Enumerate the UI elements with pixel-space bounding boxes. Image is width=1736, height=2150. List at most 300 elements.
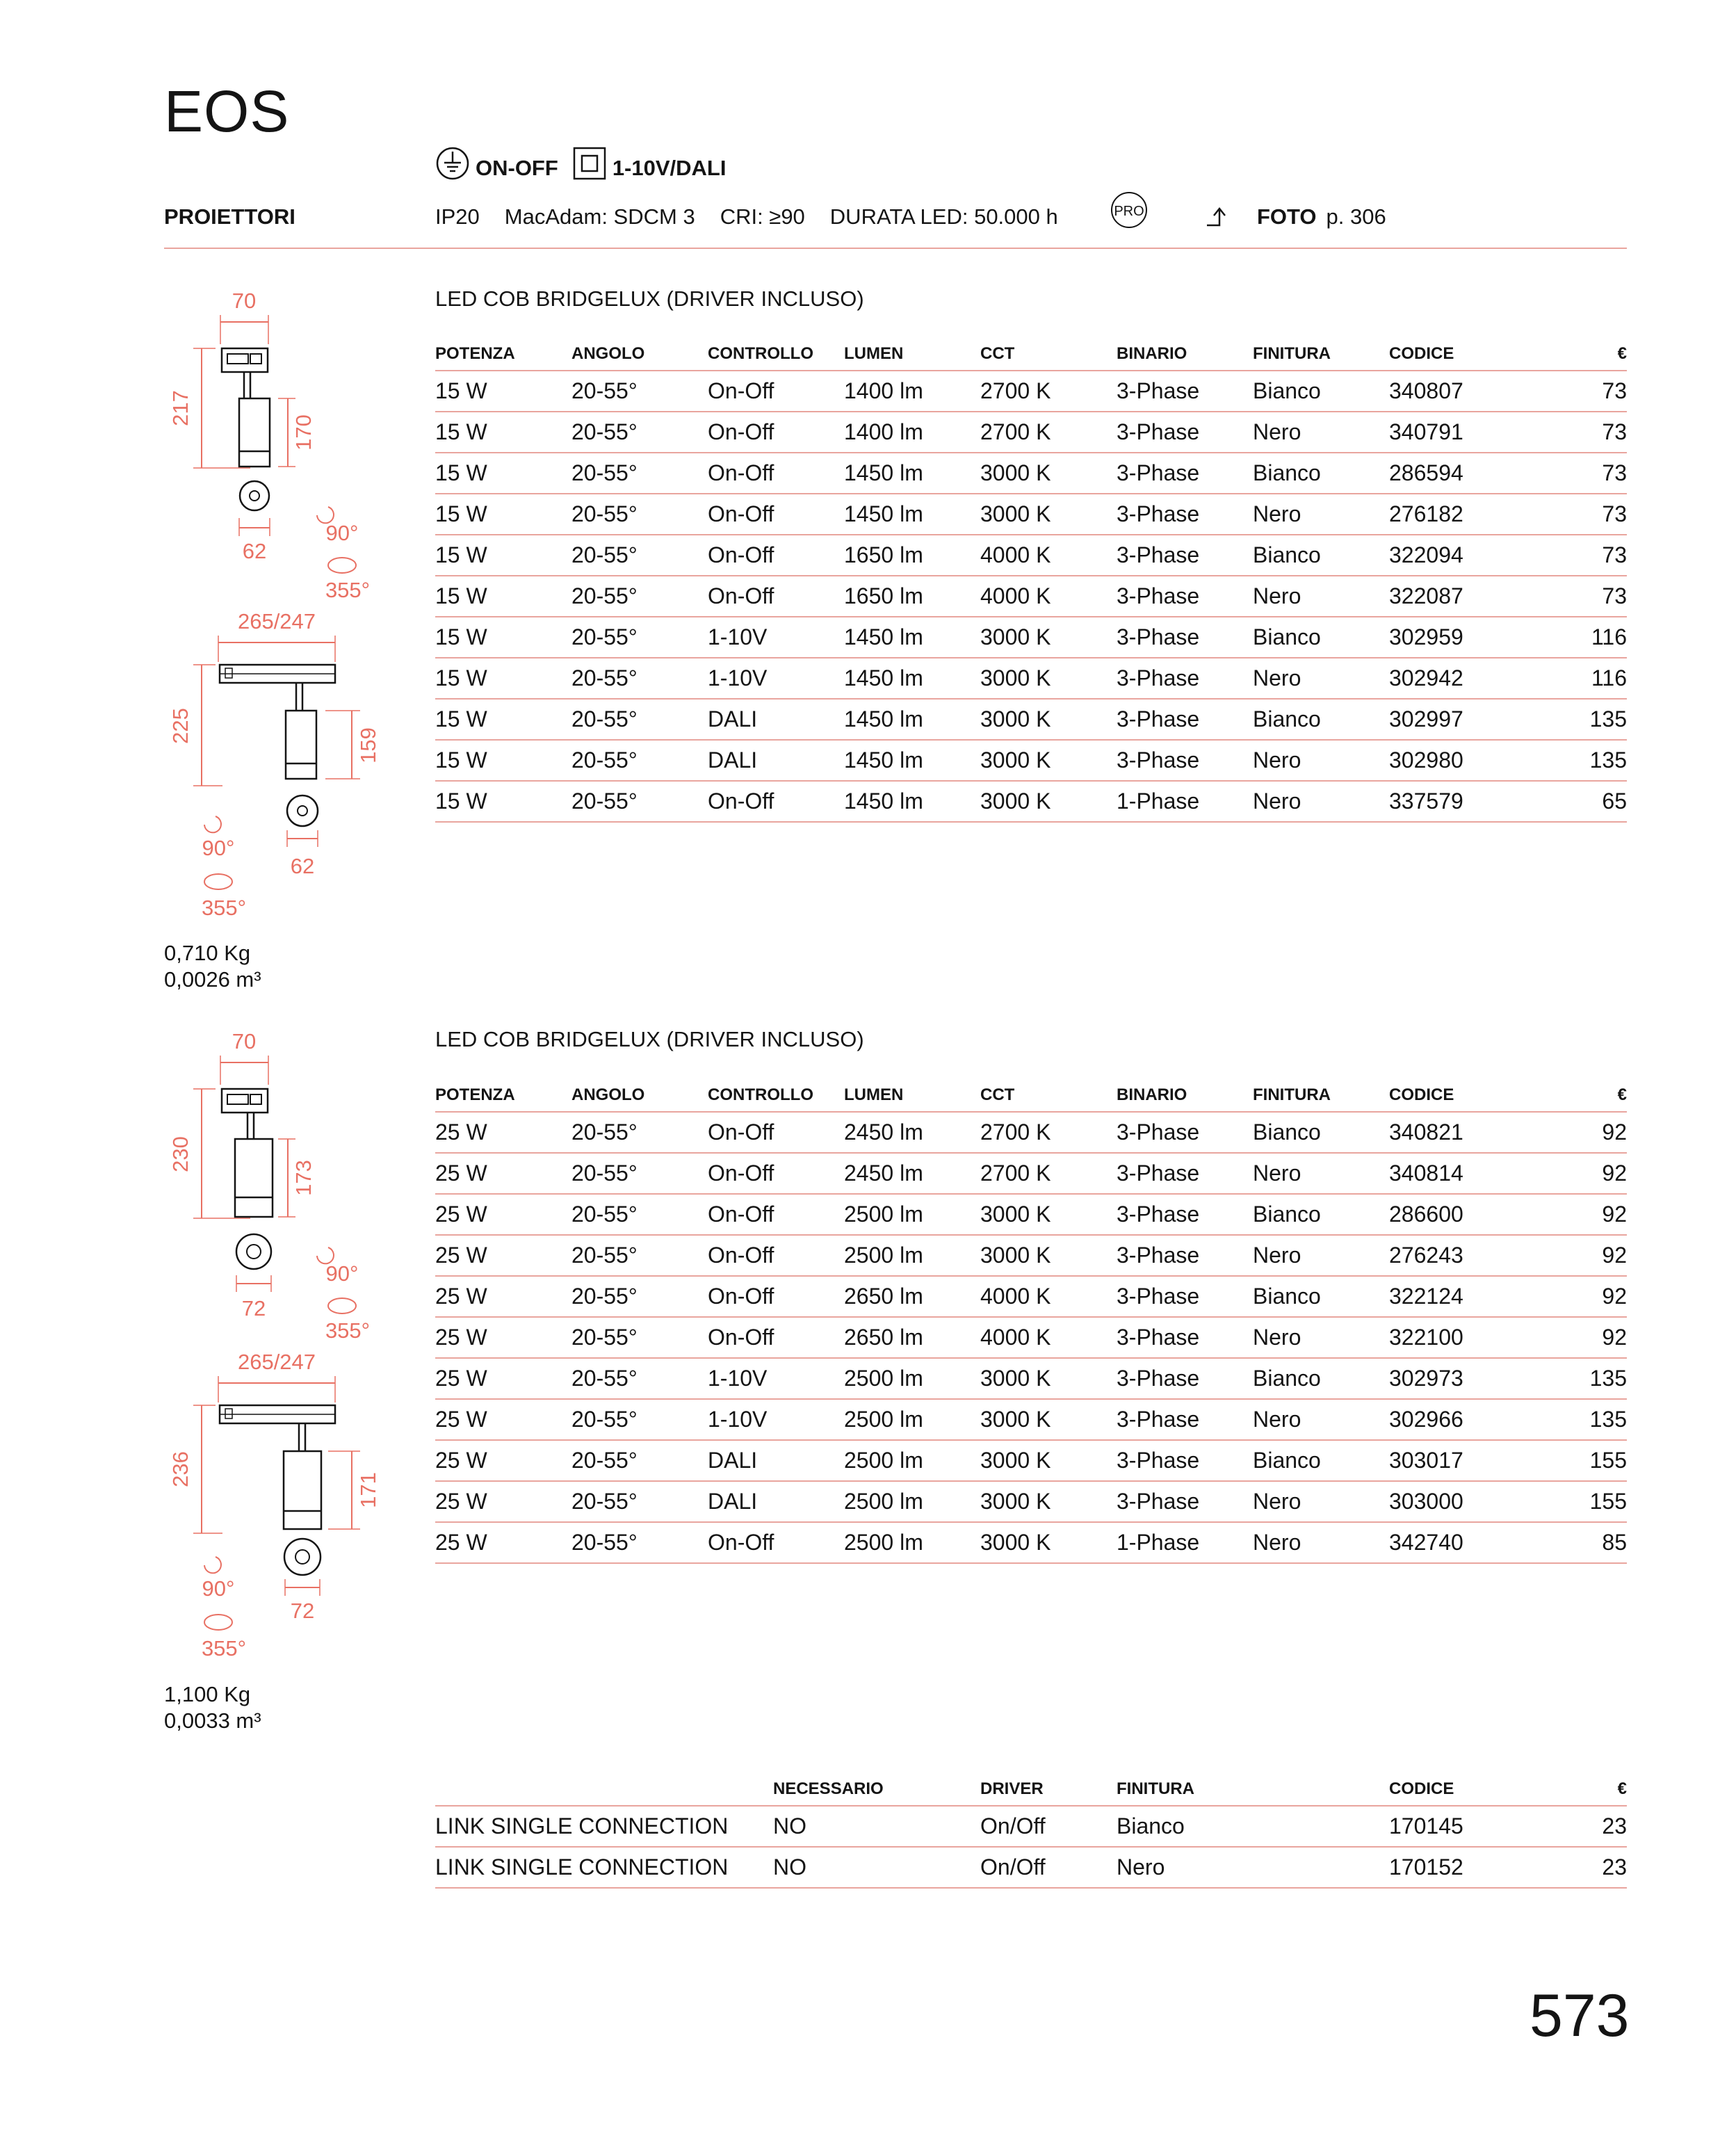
table-cell: 303000 <box>1389 1481 1525 1522</box>
table-row <box>435 576 1627 617</box>
table-cell: 15 W <box>435 699 571 740</box>
table-cell: 25 W <box>435 1235 571 1276</box>
table-cell: 135 <box>1525 699 1627 740</box>
table-cell: 23 <box>1525 1847 1627 1888</box>
table-cell: Bianco <box>1253 371 1389 412</box>
col-angolo: ANGOLO <box>571 1079 708 1112</box>
table-header-row <box>435 1773 1627 1806</box>
col-cct: CCT <box>980 338 1117 371</box>
table-row <box>435 1399 1627 1440</box>
pro-badge-label: PRO <box>1114 204 1144 219</box>
table-row <box>435 1112 1627 1153</box>
section-2-weight-block <box>164 1681 261 1734</box>
table-cell: On-Off <box>708 1112 844 1153</box>
table-cell: 3-Phase <box>1117 1399 1253 1440</box>
control-on-off <box>435 146 558 181</box>
header-divider <box>164 248 1627 249</box>
ground-symbol-icon <box>435 146 470 181</box>
table-cell: 3-Phase <box>1117 1276 1253 1317</box>
dim-tilt: 90° <box>325 521 359 545</box>
table-cell: 2650 lm <box>844 1276 980 1317</box>
table-cell: 15 W <box>435 412 571 453</box>
table-cell: 1450 lm <box>844 781 980 822</box>
table-cell: 302966 <box>1389 1399 1525 1440</box>
table-cell: 3-Phase <box>1117 535 1253 576</box>
table-row <box>435 1440 1627 1481</box>
table-cell: 2500 lm <box>844 1399 980 1440</box>
table-row <box>435 1522 1627 1563</box>
spec-cri: CRI: ≥90 <box>720 204 805 229</box>
table-row <box>435 412 1627 453</box>
table-cell: 15 W <box>435 494 571 535</box>
table-cell: 20-55° <box>571 1317 708 1358</box>
dim-width: 70 <box>232 1029 257 1053</box>
table-cell: 3000 K <box>980 740 1117 781</box>
control-on-off-label: ON-OFF <box>476 156 558 180</box>
dim-rotation: 355° <box>325 578 371 601</box>
table-cell: 15 W <box>435 535 571 576</box>
dim-tilt: 90° <box>325 1261 359 1286</box>
table-cell: On/Off <box>980 1806 1117 1847</box>
table-cell: On-Off <box>708 1194 844 1235</box>
table-cell: 340821 <box>1389 1112 1525 1153</box>
weight: 1,100 Kg <box>164 1682 251 1706</box>
dim-body: 170 <box>291 414 316 451</box>
table-cell: 170152 <box>1389 1847 1525 1888</box>
table-cell: 1450 lm <box>844 740 980 781</box>
table-cell: 25 W <box>435 1112 571 1153</box>
table-cell: LINK SINGLE CONNECTION <box>435 1847 773 1888</box>
table-cell: 155 <box>1525 1481 1627 1522</box>
table-cell: 340807 <box>1389 371 1525 412</box>
table-cell: 1400 lm <box>844 371 980 412</box>
table-cell: 20-55° <box>571 781 708 822</box>
control-dimmable <box>572 146 727 181</box>
table-cell: 2500 lm <box>844 1235 980 1276</box>
table-cell: 20-55° <box>571 535 708 576</box>
table-row <box>435 535 1627 576</box>
col-lumen: LUMEN <box>844 338 980 371</box>
table-cell: 4000 K <box>980 535 1117 576</box>
section-1-drawing-bottom <box>146 604 403 923</box>
dim-width: 265/247 <box>237 609 316 633</box>
section-1-title: LED COB BRIDGELUX (DRIVER INCLUSO) <box>435 286 864 311</box>
table-cell: 15 W <box>435 371 571 412</box>
table-cell: Nero <box>1253 781 1389 822</box>
table-cell: Bianco <box>1253 699 1389 740</box>
table-cell: 25 W <box>435 1358 571 1399</box>
table-cell: 25 W <box>435 1440 571 1481</box>
table-cell: 3000 K <box>980 1194 1117 1235</box>
table-cell: 85 <box>1525 1522 1627 1563</box>
col-codice: CODICE <box>1389 338 1525 371</box>
col-binario: BINARIO <box>1117 1079 1253 1112</box>
table-cell: 116 <box>1525 617 1627 658</box>
col-potenza: POTENZA <box>435 338 571 371</box>
table-cell: 2500 lm <box>844 1440 980 1481</box>
table-cell: 3-Phase <box>1117 1112 1253 1153</box>
table-cell: 20-55° <box>571 617 708 658</box>
table-cell: Bianco <box>1253 1440 1389 1481</box>
col-finitura: FINITURA <box>1253 1079 1389 1112</box>
table-cell: 20-55° <box>571 1194 708 1235</box>
table-cell: Nero <box>1253 658 1389 699</box>
table-cell: 286600 <box>1389 1194 1525 1235</box>
table-cell: 2500 lm <box>844 1522 980 1563</box>
table-row <box>435 617 1627 658</box>
table-cell: On-Off <box>708 1276 844 1317</box>
section-2-table <box>435 1079 1627 1564</box>
table-cell: 3-Phase <box>1117 617 1253 658</box>
table-cell: 25 W <box>435 1317 571 1358</box>
table-cell: 3-Phase <box>1117 1440 1253 1481</box>
table-cell: Bianco <box>1253 1358 1389 1399</box>
table-cell: 25 W <box>435 1399 571 1440</box>
table-cell: 3-Phase <box>1117 740 1253 781</box>
col-controllo: CONTROLLO <box>708 1079 844 1112</box>
table-cell: 15 W <box>435 781 571 822</box>
dim-diameter: 72 <box>241 1296 266 1320</box>
dim-width: 265/247 <box>237 1350 316 1374</box>
square-in-square-icon <box>572 146 607 181</box>
table-cell: 3-Phase <box>1117 494 1253 535</box>
table-cell: 25 W <box>435 1522 571 1563</box>
table-cell: 92 <box>1525 1235 1627 1276</box>
table-cell: 1400 lm <box>844 412 980 453</box>
table-cell: 1-10V <box>708 658 844 699</box>
table-cell: On-Off <box>708 535 844 576</box>
table-cell: 3-Phase <box>1117 1153 1253 1194</box>
table-row <box>435 781 1627 822</box>
table-cell: On-Off <box>708 576 844 617</box>
table-cell: 3000 K <box>980 1440 1117 1481</box>
table-cell: 340814 <box>1389 1153 1525 1194</box>
table-header-row <box>435 1079 1627 1112</box>
table-cell: 3-Phase <box>1117 371 1253 412</box>
table-cell: 3000 K <box>980 617 1117 658</box>
foto-reference[interactable] <box>1204 204 1386 229</box>
dim-diameter: 62 <box>290 854 315 878</box>
table-cell: On-Off <box>708 453 844 494</box>
col-price: € <box>1525 338 1627 371</box>
table-cell: 2700 K <box>980 1112 1117 1153</box>
table-cell: 25 W <box>435 1276 571 1317</box>
col-codice: CODICE <box>1389 1079 1525 1112</box>
table-cell: DALI <box>708 699 844 740</box>
accessories-table <box>435 1773 1627 1889</box>
table-cell: 3000 K <box>980 1522 1117 1563</box>
table-cell: Bianco <box>1253 1112 1389 1153</box>
col-lumen: LUMEN <box>844 1079 980 1112</box>
table-row <box>435 699 1627 740</box>
table-cell: 25 W <box>435 1153 571 1194</box>
table-cell: Bianco <box>1253 535 1389 576</box>
table-cell: 3000 K <box>980 1235 1117 1276</box>
table-row <box>435 1317 1627 1358</box>
volume: 0,0026 m³ <box>164 967 261 992</box>
table-cell: 303017 <box>1389 1440 1525 1481</box>
section-1-table <box>435 338 1627 823</box>
col-driver: DRIVER <box>980 1773 1117 1806</box>
table-cell: Nero <box>1253 1399 1389 1440</box>
col-finitura: FINITURA <box>1117 1773 1389 1806</box>
table-cell: 3-Phase <box>1117 1358 1253 1399</box>
table-cell: 3-Phase <box>1117 576 1253 617</box>
table-cell: 20-55° <box>571 1440 708 1481</box>
table-cell: 2500 lm <box>844 1481 980 1522</box>
table-cell: 340791 <box>1389 412 1525 453</box>
table-row <box>435 1847 1627 1888</box>
table-cell: On-Off <box>708 1153 844 1194</box>
spec-row <box>435 204 1083 229</box>
table-cell: 20-55° <box>571 1481 708 1522</box>
table-row <box>435 1358 1627 1399</box>
dim-body: 173 <box>291 1160 316 1196</box>
table-cell: 3-Phase <box>1117 1194 1253 1235</box>
table-cell: On-Off <box>708 412 844 453</box>
table-cell: 302997 <box>1389 699 1525 740</box>
table-cell: 1450 lm <box>844 617 980 658</box>
page-number: 573 <box>1530 1982 1630 2049</box>
table-cell: NO <box>773 1847 980 1888</box>
table-cell: 135 <box>1525 1399 1627 1440</box>
table-cell: 92 <box>1525 1276 1627 1317</box>
table-cell: 1650 lm <box>844 535 980 576</box>
table-cell: 20-55° <box>571 1235 708 1276</box>
table-cell: 322100 <box>1389 1317 1525 1358</box>
table-cell: 3-Phase <box>1117 1317 1253 1358</box>
table-cell: 1450 lm <box>844 494 980 535</box>
table-cell: 15 W <box>435 576 571 617</box>
table-cell: 73 <box>1525 494 1627 535</box>
table-cell: Nero <box>1253 1522 1389 1563</box>
table-row <box>435 1235 1627 1276</box>
table-cell: 1-10V <box>708 1358 844 1399</box>
spec-macadam: MacAdam: SDCM 3 <box>504 204 695 229</box>
table-cell: 3000 K <box>980 1481 1117 1522</box>
dim-height: 217 <box>168 390 193 426</box>
table-cell: 3-Phase <box>1117 699 1253 740</box>
table-cell: 20-55° <box>571 1112 708 1153</box>
table-row <box>435 1481 1627 1522</box>
foto-label: FOTO <box>1257 204 1317 229</box>
dim-height: 236 <box>168 1451 193 1487</box>
table-cell: DALI <box>708 1440 844 1481</box>
table-cell: 342740 <box>1389 1522 1525 1563</box>
table-cell: 322094 <box>1389 535 1525 576</box>
table-cell: 2500 lm <box>844 1358 980 1399</box>
col-codice: CODICE <box>1389 1773 1525 1806</box>
section-2-drawing-bottom <box>146 1344 403 1664</box>
section-2-drawing-top <box>146 1022 403 1342</box>
table-cell: 337579 <box>1389 781 1525 822</box>
table-cell: 25 W <box>435 1194 571 1235</box>
table-cell: 20-55° <box>571 576 708 617</box>
table-cell: Nero <box>1253 576 1389 617</box>
table-cell: DALI <box>708 740 844 781</box>
table-row <box>435 1276 1627 1317</box>
col-binario: BINARIO <box>1117 338 1253 371</box>
table-cell: 135 <box>1525 1358 1627 1399</box>
col-angolo: ANGOLO <box>571 338 708 371</box>
table-row <box>435 1153 1627 1194</box>
table-cell: 15 W <box>435 617 571 658</box>
table-cell: 322124 <box>1389 1276 1525 1317</box>
table-cell: 2700 K <box>980 412 1117 453</box>
dim-rotation: 355° <box>201 896 247 920</box>
table-cell: 15 W <box>435 658 571 699</box>
table-header-row <box>435 338 1627 371</box>
category-label: PROIETTORI <box>164 204 295 229</box>
table-cell: On-Off <box>708 1317 844 1358</box>
table-cell: Bianco <box>1253 1194 1389 1235</box>
table-cell: Bianco <box>1253 1276 1389 1317</box>
table-cell: 23 <box>1525 1806 1627 1847</box>
table-cell: 15 W <box>435 453 571 494</box>
table-cell: 73 <box>1525 535 1627 576</box>
table-cell: 20-55° <box>571 1276 708 1317</box>
table-cell: 170145 <box>1389 1806 1525 1847</box>
section-1-weight-block <box>164 940 261 993</box>
table-cell: 1-Phase <box>1117 781 1253 822</box>
table-cell: 3000 K <box>980 1399 1117 1440</box>
table-cell: On-Off <box>708 371 844 412</box>
table-cell: 20-55° <box>571 494 708 535</box>
spec-durata: DURATA LED: 50.000 h <box>829 204 1058 229</box>
table-cell: 1-Phase <box>1117 1522 1253 1563</box>
table-cell: On/Off <box>980 1847 1117 1888</box>
table-cell: 4000 K <box>980 1276 1117 1317</box>
table-cell: Nero <box>1253 740 1389 781</box>
table-cell: 20-55° <box>571 412 708 453</box>
table-cell: 302980 <box>1389 740 1525 781</box>
table-cell: 73 <box>1525 453 1627 494</box>
table-row <box>435 1194 1627 1235</box>
table-cell: 155 <box>1525 1440 1627 1481</box>
table-cell: Nero <box>1253 412 1389 453</box>
table-cell: 2700 K <box>980 371 1117 412</box>
spec-ip: IP20 <box>435 204 480 229</box>
table-cell: Bianco <box>1253 453 1389 494</box>
table-cell: 25 W <box>435 1481 571 1522</box>
table-cell: 3-Phase <box>1117 658 1253 699</box>
table-row <box>435 453 1627 494</box>
table-cell: 2500 lm <box>844 1194 980 1235</box>
table-cell: 73 <box>1525 371 1627 412</box>
section-2-title: LED COB BRIDGELUX (DRIVER INCLUSO) <box>435 1027 864 1051</box>
table-cell: 2450 lm <box>844 1153 980 1194</box>
table-cell: 1450 lm <box>844 699 980 740</box>
table-cell: 1-10V <box>708 1399 844 1440</box>
table-cell: 20-55° <box>571 699 708 740</box>
table-cell: 3000 K <box>980 781 1117 822</box>
control-types <box>435 146 726 181</box>
control-dimmable-label: 1-10V/DALI <box>612 156 727 180</box>
dim-diameter: 72 <box>290 1599 315 1623</box>
dim-width: 70 <box>232 289 257 313</box>
table-cell: 15 W <box>435 740 571 781</box>
table-cell: 1-10V <box>708 617 844 658</box>
dim-diameter: 62 <box>242 539 267 563</box>
table-cell: 3-Phase <box>1117 453 1253 494</box>
table-cell: On-Off <box>708 781 844 822</box>
table-cell: 302959 <box>1389 617 1525 658</box>
table-cell: 3-Phase <box>1117 1235 1253 1276</box>
table-cell: 3000 K <box>980 658 1117 699</box>
dim-tilt: 90° <box>202 1576 235 1601</box>
table-cell: 65 <box>1525 781 1627 822</box>
table-cell: 20-55° <box>571 453 708 494</box>
table-cell: Nero <box>1253 1317 1389 1358</box>
table-cell: 3000 K <box>980 1358 1117 1399</box>
table-cell: 3-Phase <box>1117 412 1253 453</box>
col-blank <box>435 1773 773 1806</box>
col-controllo: CONTROLLO <box>708 338 844 371</box>
dim-height: 225 <box>168 708 193 744</box>
table-cell: 92 <box>1525 1317 1627 1358</box>
table-cell: Nero <box>1253 1481 1389 1522</box>
table-cell: 322087 <box>1389 576 1525 617</box>
table-cell: 302942 <box>1389 658 1525 699</box>
product-title: EOS <box>164 79 290 144</box>
table-cell: 73 <box>1525 576 1627 617</box>
table-cell: 3000 K <box>980 494 1117 535</box>
table-cell: 73 <box>1525 412 1627 453</box>
table-cell: 2650 lm <box>844 1317 980 1358</box>
table-cell: 2700 K <box>980 1153 1117 1194</box>
table-cell: 92 <box>1525 1153 1627 1194</box>
table-cell: Bianco <box>1117 1806 1389 1847</box>
foto-page: p. 306 <box>1326 204 1386 229</box>
col-cct: CCT <box>980 1079 1117 1112</box>
dim-height: 230 <box>168 1136 193 1172</box>
table-cell: 135 <box>1525 740 1627 781</box>
col-necessario: NECESSARIO <box>773 1773 980 1806</box>
table-cell: On-Off <box>708 1522 844 1563</box>
col-price: € <box>1525 1079 1627 1112</box>
pro-badge-icon <box>1110 191 1149 229</box>
dim-body: 171 <box>356 1472 380 1508</box>
table-cell: 20-55° <box>571 740 708 781</box>
table-cell: Nero <box>1253 1153 1389 1194</box>
dim-rotation: 355° <box>325 1318 371 1342</box>
table-cell: 2450 lm <box>844 1112 980 1153</box>
table-cell: 20-55° <box>571 1358 708 1399</box>
table-cell: 302973 <box>1389 1358 1525 1399</box>
table-cell: 20-55° <box>571 371 708 412</box>
table-row <box>435 494 1627 535</box>
table-cell: LINK SINGLE CONNECTION <box>435 1806 773 1847</box>
table-cell: 286594 <box>1389 453 1525 494</box>
table-cell: Nero <box>1253 1235 1389 1276</box>
table-cell: 1450 lm <box>844 453 980 494</box>
table-cell: 1650 lm <box>844 576 980 617</box>
section-1-drawing-top <box>146 282 403 601</box>
table-cell: 20-55° <box>571 658 708 699</box>
table-row <box>435 658 1627 699</box>
table-cell: On-Off <box>708 1235 844 1276</box>
table-cell: 116 <box>1525 658 1627 699</box>
table-cell: On-Off <box>708 494 844 535</box>
arrow-up-right-icon <box>1204 206 1232 228</box>
table-cell: 3-Phase <box>1117 1481 1253 1522</box>
table-cell: 3000 K <box>980 699 1117 740</box>
dim-tilt: 90° <box>202 836 235 860</box>
dim-rotation: 355° <box>201 1636 247 1660</box>
table-row <box>435 371 1627 412</box>
table-cell: 3000 K <box>980 453 1117 494</box>
table-cell: 4000 K <box>980 1317 1117 1358</box>
